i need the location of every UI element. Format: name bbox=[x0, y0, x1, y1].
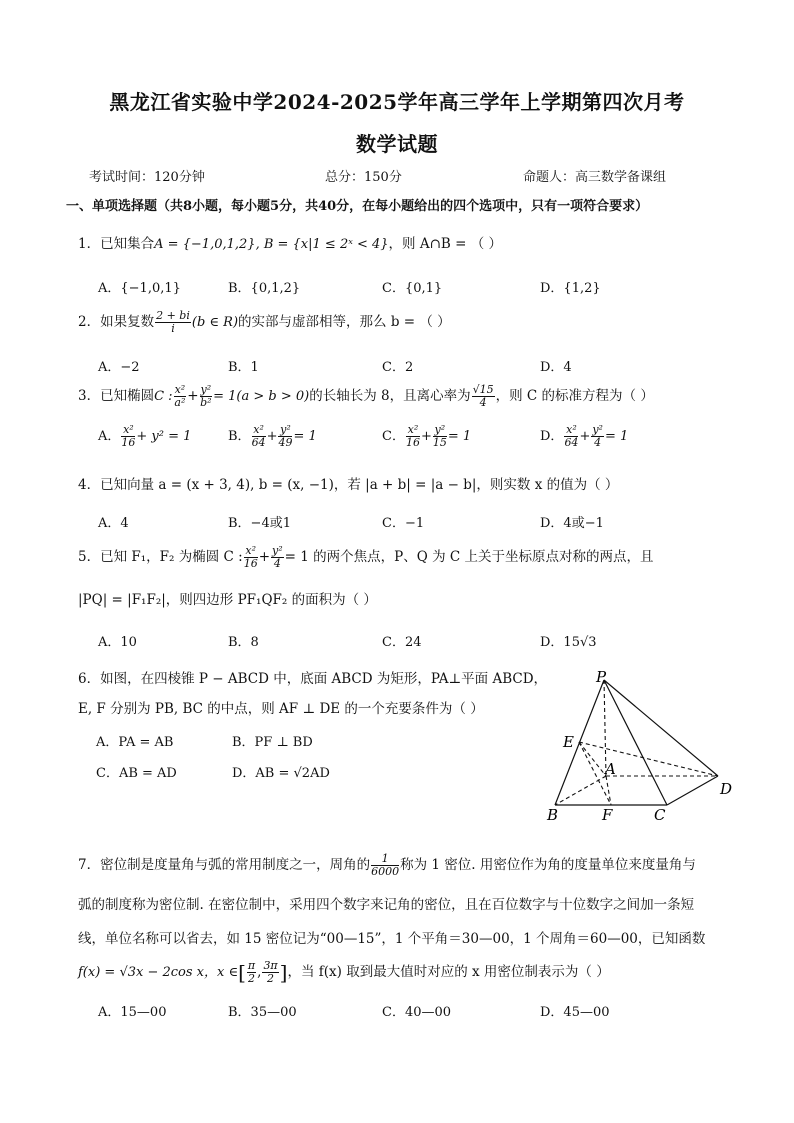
label-D: D bbox=[720, 780, 733, 798]
q4-option-a: A．4 bbox=[98, 516, 129, 531]
q7-ask: ，当 f(x) 取到最大值时对应的 x 用密位制表示为（ ） bbox=[287, 964, 610, 980]
question-1 bbox=[78, 232, 502, 252]
q5-option-a: A．10 bbox=[98, 635, 137, 650]
q2-text: 的实部与虚部相等，那么 b = （ ） bbox=[238, 314, 451, 330]
label-F: F bbox=[602, 806, 613, 824]
q7-line1-a: 7．密位制是度量角与弧的常用制度之一，周角的 bbox=[78, 857, 371, 873]
exam-score: 总分：150分 bbox=[325, 170, 402, 185]
q2-frac-num: 2 + bi bbox=[156, 309, 190, 322]
q5-prefix: 5．已知 F₁，F₂ 为椭圆 C : bbox=[78, 549, 243, 565]
label-E: E bbox=[563, 733, 574, 751]
question-6: 6．如图，在四棱锥 P − ABCD 中，底面 ABCD 为矩形，PA⊥平面 ABCD， bbox=[78, 671, 548, 687]
q4-option-d: D．4或−1 bbox=[540, 516, 604, 531]
q5-rest: = 1 的两个焦点，P、Q 为 C 上关于坐标原点对称的两点，且 bbox=[284, 549, 654, 565]
q2-prefix: 2．如果复数 bbox=[78, 314, 155, 330]
q7-option-b: B．35—00 bbox=[228, 1005, 297, 1020]
q6-option-c: C．AB = AD bbox=[96, 766, 177, 781]
q5-option-c: C．24 bbox=[382, 635, 422, 650]
q1-option-c: C．{0,1} bbox=[382, 281, 443, 296]
q7-option-d: D．45—00 bbox=[540, 1005, 610, 1020]
q2-option-d: D．4 bbox=[540, 360, 572, 375]
q1-option-a: A．{−1,0,1} bbox=[98, 281, 181, 296]
question-7 bbox=[78, 853, 696, 878]
q7-option-a: A．15—00 bbox=[98, 1005, 167, 1020]
label-A: A bbox=[605, 760, 616, 778]
exam-subtitle: 数学试题 bbox=[356, 132, 438, 156]
label-P: P bbox=[596, 670, 607, 686]
q3-eq: = 1(a > b > 0) bbox=[213, 389, 310, 404]
q5-option-b: B．8 bbox=[228, 635, 259, 650]
label-B: B bbox=[547, 806, 559, 824]
q4-option-b: B．−4或1 bbox=[228, 516, 291, 531]
q3-option-c: C． $\frac{\text{x²}}{16}$ + $\frac{\text{y²}}{15}$ = 1 bbox=[382, 423, 472, 449]
q3-option-d: D． $\frac{\text{x²}}{64}$ + $\frac{\text{y²}}{4}$ = 1 bbox=[540, 423, 629, 449]
q1-set-a: A = {−1,0,1,2} bbox=[154, 237, 256, 252]
label-C: C bbox=[654, 806, 666, 824]
q3-mid: 的长轴长为 8，且离心率为 bbox=[309, 388, 471, 404]
q4-option-c: C．−1 bbox=[382, 516, 425, 531]
q7-fraction: $\frac{1}{6000}$ bbox=[371, 852, 400, 878]
q7-line1-b: 称为 1 密位. 用密位作为角的度量单位来度量角与 bbox=[400, 857, 696, 873]
question-7-line-3: 线，单位名称可以省去，如 15 密位记为“00—15”，1 个平角＝30—00，1 个周角＝60—00，已知函数 bbox=[78, 931, 706, 947]
q5-option-d: D．15√3 bbox=[540, 635, 597, 650]
q3-option-b: B． $\frac{\text{x²}}{64}$ + $\frac{\text{y²}}{49}$ = 1 bbox=[228, 423, 317, 449]
q1-prefix: 1．已知集合 bbox=[78, 236, 155, 252]
q6-option-a: A．PA = AB bbox=[96, 735, 174, 750]
q2-frac-den: i bbox=[171, 322, 175, 335]
q3-option-a: A． $\frac{\text{x²}}{16}$ + y² = 1 bbox=[98, 423, 192, 449]
q1-set-b: , B = {x|1 ≤ 2ˣ < 4} bbox=[255, 237, 389, 252]
exam-title: 黑龙江省实验中学2024-2025学年高三学年上学期第四次月考 bbox=[109, 90, 685, 114]
q1-option-d: D．{1,2} bbox=[540, 281, 601, 296]
q2-fraction bbox=[155, 310, 191, 335]
q3-ask: ，则 C 的标准方程为（ ） bbox=[495, 388, 654, 404]
q3-prefix: 3．已知椭圆 bbox=[78, 388, 155, 404]
q3-frac-y: $\frac{\text{y²}}{\text{b²}}$ bbox=[200, 383, 212, 409]
q2-option-a: A．−2 bbox=[98, 360, 140, 375]
pyramid-figure bbox=[540, 670, 740, 830]
q7-option-c: C．40—00 bbox=[382, 1005, 452, 1020]
edge-CD bbox=[667, 776, 718, 805]
question-7-line-4: f(x) = √3x − 2cos x，x ∈[ $\frac{\pi}{2}$ , $\frac{3\pi}{2}$ ]，当 f(x) 取到最大值时对应的 x 用密位制表示为（ ） bbox=[78, 959, 610, 985]
q6-option-b: B．PF ⊥ BD bbox=[232, 735, 313, 750]
q6-option-d: D．AB = √2AD bbox=[232, 766, 330, 781]
question-5-line-2: |PQ| = |F₁F₂|，则四边形 PF₁QF₂ 的面积为（ ） bbox=[78, 592, 377, 608]
exam-time: 考试时间：120分钟 bbox=[89, 170, 205, 185]
question-2 bbox=[78, 310, 451, 335]
question-7-line-2: 弧的制度称为密位制. 在密位制中，采用四个数字来记角的密位，且在百位数字与十位数字之间加一条短 bbox=[78, 897, 695, 913]
q2-condition: (b ∈ R) bbox=[191, 315, 239, 330]
q1-option-b: B．{0,1,2} bbox=[228, 281, 301, 296]
q2-option-b: B．1 bbox=[228, 360, 259, 375]
question-5: 5．已知 F₁，F₂ 为椭圆 C : $\frac{\text{x²}}{16}$ + $\frac{\text{y²}}{4}$ = 1 的两个焦点，P、Q 为 C 上关于坐标原点对称的两点，且 bbox=[78, 544, 654, 570]
q1-ask: ，则 A∩B = （ ） bbox=[388, 236, 503, 252]
question-3: 3．已知椭圆C : $\frac{\text{x²}}{\text{a²}}$ + $\frac{\text{y²}}{\text{b²}}$ = 1(a > b > 0)的长轴长为 8，且离心率为 $\frac{√15}{4}$ ，则 C 的标准方程为（ ） bbox=[78, 383, 654, 409]
q3-frac-x: $\frac{\text{x²}}{\text{a²}}$ bbox=[174, 383, 186, 409]
question-4: 4．已知向量 a = (x + 3, 4), b = (x, −1)，若 |a + b| = |a − b|，则实数 x 的值为（ ） bbox=[78, 477, 619, 493]
section-heading: 一、单项选择题（共8小题，每小题5分，共40分，在每小题给出的四个选项中，只有一项符合要求） bbox=[66, 199, 649, 214]
q7-function: f(x) = √3x − 2cos x，x ∈ bbox=[78, 965, 239, 980]
q2-option-c: C．2 bbox=[382, 360, 414, 375]
question-6-line-2: E, F 分别为 PB, BC 的中点，则 AF ⊥ DE 的一个充要条件为（ ） bbox=[78, 701, 484, 717]
q3-eccentricity: $\frac{√15}{4}$ bbox=[472, 383, 494, 409]
q3-c: C : bbox=[154, 389, 173, 404]
exam-author: 命题人：高三数学备课组 bbox=[523, 170, 667, 185]
edge-PC bbox=[604, 680, 667, 805]
